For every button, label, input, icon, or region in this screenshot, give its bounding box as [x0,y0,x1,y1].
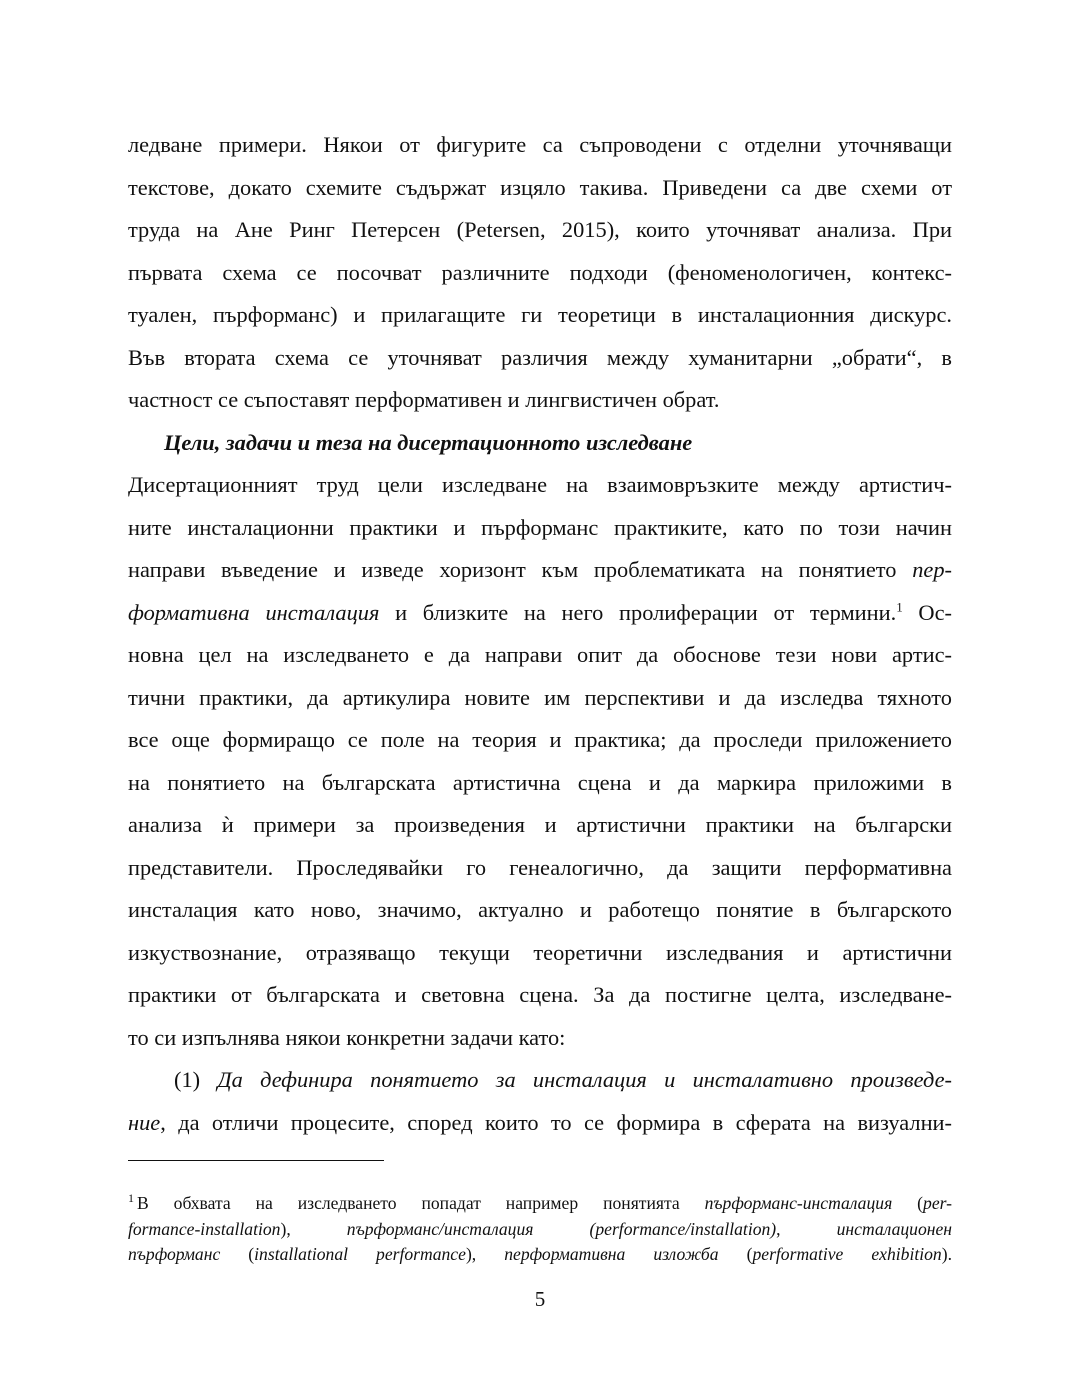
text-line: тични практики, да артикулира новите им перспективи и да изследва тяхното [128,684,952,710]
footnote-line [128,1191,952,1217]
italic-term: formance-installation [128,1218,281,1239]
text-line [128,1102,952,1145]
text-segment: ), [465,1244,505,1264]
italic-term: пърформанс/инсталация (performance/installation) [346,1218,777,1239]
text-segment: направи въведение и изведе хоризонт към проблематиката на понятието [128,557,913,582]
body-text [128,124,952,1144]
text-line: ледване примери. Някои от фигурите са съпроводени с отделни уточняващи [128,132,952,157]
text-line: инсталация като ново, значимо, актуално и работещо понятие в българското [128,897,952,922]
text-line: анализа ѝ примери за произведения и артистични практики на български [128,812,952,837]
text-segment: Ос- [902,599,952,625]
text-line: туален, пърформанс) и прилагащите ги теоретици в инсталационния дискурс. [128,302,952,327]
italic-term: пер- [912,557,952,582]
text-line [128,549,952,592]
text-segment: ), [280,1218,347,1239]
text-line: на понятието на българската артистична сцена и да маркира приложими в [128,769,952,795]
text-line: новна цел на изследването е да направи опит да обоснове тези нови артис- [128,642,952,667]
italic-term: формативна инсталация [128,599,380,625]
italic-term: пърформанс-инсталация [704,1193,893,1213]
text-segment: ( [718,1244,753,1264]
text-line: все още формиращо се поле на теория и практика; да проследи приложението [128,727,952,752]
text-line: представители. Проследявайки го генеалогично, да защити перформативна [128,854,952,880]
footnote-divider [128,1160,384,1161]
section-heading: Цели, задачи и теза на дисертационното изследване [164,429,693,455]
italic-term: installational performance [254,1244,466,1264]
footnote-reference[interactable]: 1 [896,599,903,615]
italic-term: инсталационен [836,1218,953,1239]
italic-term: перформативна изложба [504,1244,719,1264]
text-line [128,1059,952,1102]
footnote-line [128,1217,952,1243]
italic-term: ние [128,1109,161,1135]
text-segment: , да отличи процесите, според които то се формира в сферата на визуални- [160,1109,952,1135]
text-segment: и близките на него пролиферации от термини. [379,599,897,625]
text-segment: ( [892,1193,924,1213]
text-line [128,592,952,635]
italic-term: performative exhibition [752,1244,942,1264]
list-number: (1) [174,1067,218,1092]
italic-term: пърформанс [128,1244,221,1264]
italic-term: Да дефинира понятието за инсталация и инсталативно произведе- [217,1067,952,1092]
footnote-line [128,1242,952,1268]
text-line: текстове, докато схемите съдържат изцяло такива. Приведени са две схеми от [128,174,952,200]
text-line: практики от българската и световна сцена. За да постигне целта, изследване- [128,982,952,1007]
page-number: 5 [534,1287,546,1311]
footnote-mark: 1 [128,1191,134,1206]
text-segment: ( [220,1244,255,1264]
italic-term: per- [923,1193,953,1213]
text-segment: В обхвата на изследването попадат например понятията [137,1193,705,1213]
text-segment: , [776,1218,837,1239]
text-line: Във втората схема се уточняват различия между хуманитарни „обрати“, в [128,344,952,370]
text-line: частност се съпоставят перформативен и лингвистичен обрат. [128,387,720,412]
text-line: Дисертационният труд цели изследване на взаимовръзките между артистич- [128,472,952,497]
footnote [128,1191,952,1268]
text-line: първата схема се посочват различните подходи (феноменологичен, контекс- [128,259,952,285]
text-line: изкуствознание, отразяващо текущи теоретични изследвания и артистични [128,939,952,965]
text-line: ните инсталационни практики и пърформанс практиките, като по този начин [128,514,952,540]
text-line: то си изпълнява някои конкретни задачи като: [128,1024,566,1050]
text-line: труда на Ане Ринг Петерсен (Petersen, 2015), които уточняват анализа. При [128,217,952,242]
text-segment: ). [941,1244,952,1264]
